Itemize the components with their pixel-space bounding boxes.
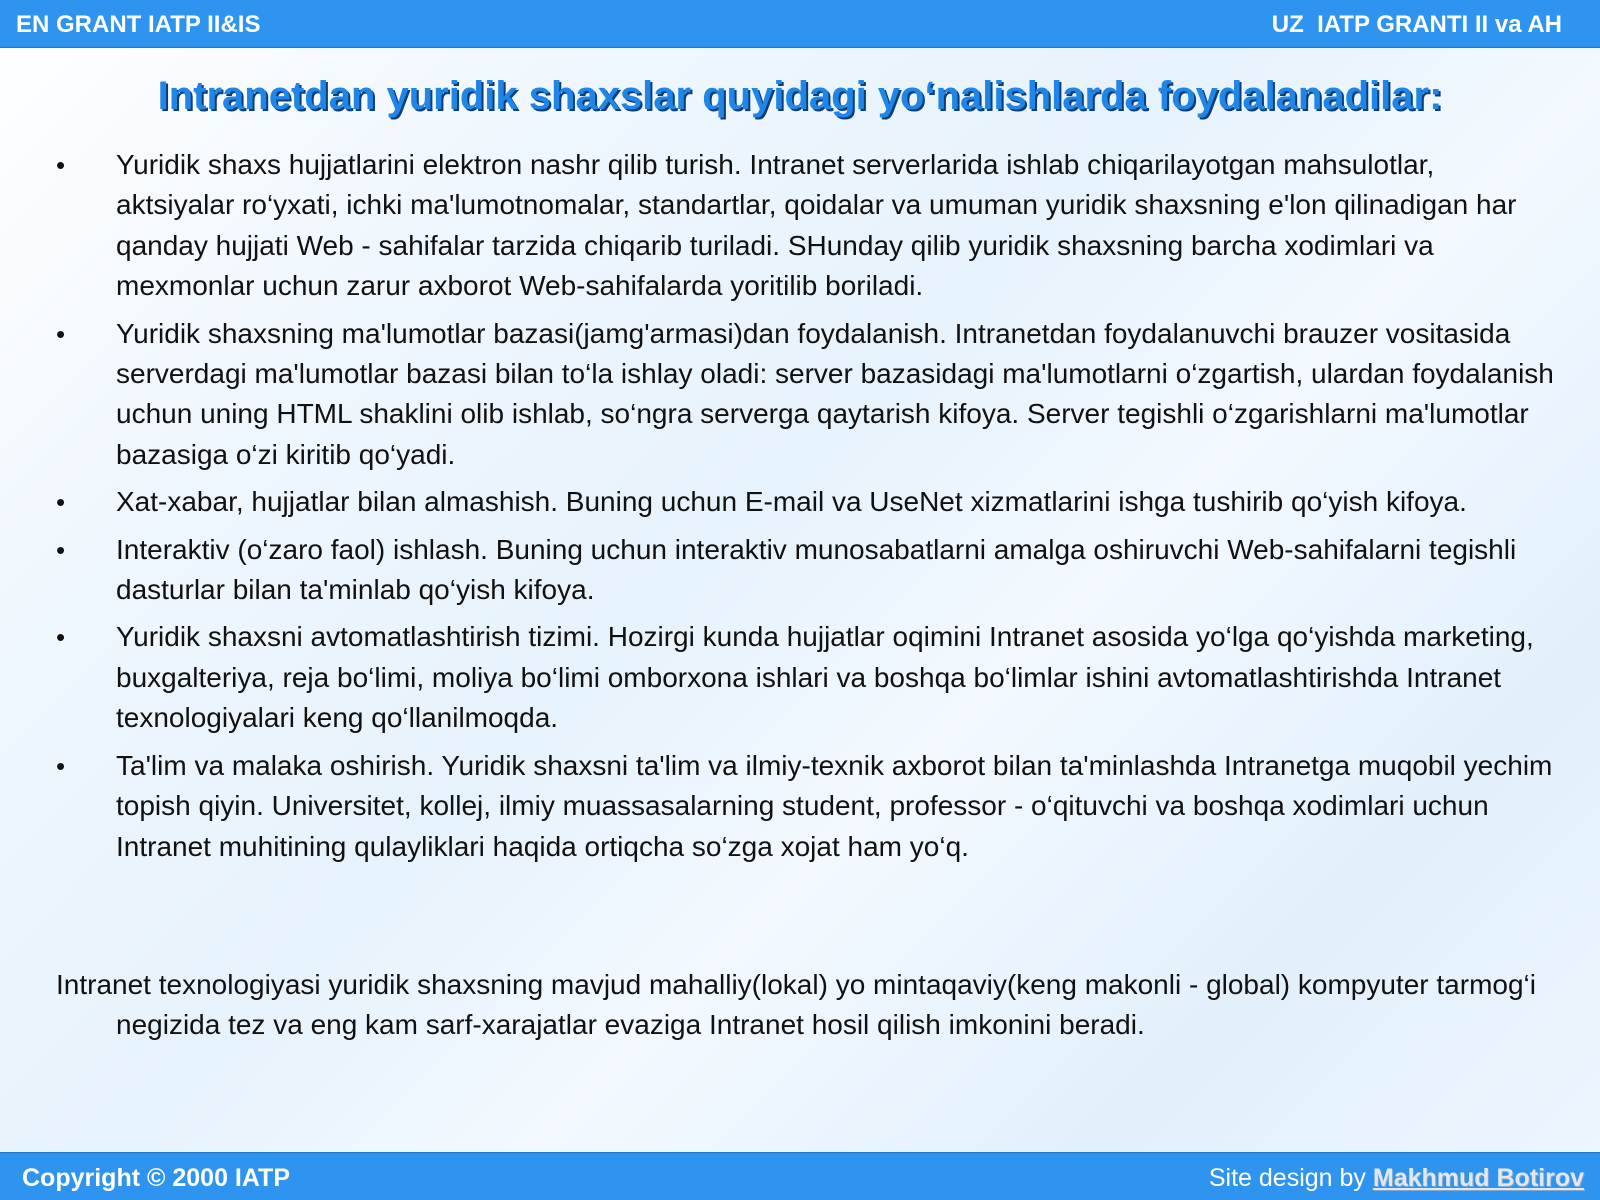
list-item: [56, 314, 1556, 476]
bullet-list: [56, 145, 1556, 867]
list-item: [56, 530, 1556, 611]
header-left-label: EN GRANT IATP II&IS: [16, 11, 261, 38]
bullet-icon: •: [56, 534, 66, 565]
page-title: Intranetdan yuridik shaxslar quyidagi yo‘nalishlarda foydalanadilar:: [157, 74, 1443, 118]
list-item-text: Yuridik shaxsni avtomatlashtirish tizimi. Hozirgi kunda hujjatlar oqimini Intranet asosida yo‘lga qo‘yishda marketing, buxgalteriya, reja bo‘limi, moliya bo‘limi omborxona ishlari va boshqa bo‘limlar ishini avtomatlashtirishda Intranet texnologiyalari keng qo‘llanilmoqda.: [116, 621, 1534, 734]
list-item: [56, 746, 1556, 867]
bullet-icon: •: [56, 487, 66, 518]
list-item-text: Yuridik shaxs hujjatlarini elektron nashr qilib turish. Intranet serverlarida ishlab chiqarilayotgan mahsulotlar, aktsiyalar ro‘yxati, ichki ma'lumotnomalar, standartlar, qoidalar va umuman yuridik shaxsning e'lon qilinadigan har qanday hujjati Web - sahifalar tarzida chiqarib turiladi. SHunday qilib yuridik shaxsning barcha xodimlari va mexmonlar uchun zarur axborot Web-sahifalarda yoritilib boriladi.: [116, 149, 1517, 302]
list-item-text: Interaktiv (o‘zaro faol) ishlash. Buning uchun interaktiv munosabatlarni amalga oshiruvchi Web-sahifalarni tegishli dasturlar bilan ta'minlab qo‘yish kifoya.: [116, 533, 1517, 606]
bullet-icon: •: [56, 150, 66, 180]
top-header-bar: [0, 0, 1600, 48]
bullet-icon: •: [56, 318, 66, 349]
list-item-text: Ta'lim va malaka oshirish. Yuridik shaxsni ta'lim va ilmiy-texnik axborot bilan ta'minlashda Intranetga muqobil yechim topish qiyin. Universitet, kollej, ilmiy muassasalarning student, professor - o‘qituvchi va boshqa xodimlari uchun Intranet muhitining qulayliklari haqida ortiqcha so‘zga xojat ham yo‘q.: [116, 749, 1553, 862]
list-item-text: Xat-xabar, hujjatlar bilan almashish. Buning uchun E-mail va UseNet xizmatlarini ishga tushirib qo‘yish kifoya.: [116, 486, 1467, 518]
list-item: [56, 617, 1556, 738]
header-right-label: UZ IATP GRANTI II va AH: [1271, 11, 1562, 38]
list-item: [56, 145, 1556, 307]
site-design-credit: [1209, 1164, 1584, 1192]
site-design-prefix: Site design by: [1208, 1164, 1373, 1192]
closing-paragraph: Intranet texnologiyasi yuridik shaxsning mavjud mahalliy(lokal) yo mintaqaviy(keng makonli - global) kompyuter tarmog‘i negizida tez va eng kam sarf-xarajatlar evaziga Intranet hosil qilish imkonini beradi.: [56, 969, 1536, 1041]
bullet-icon: •: [56, 750, 66, 781]
list-item-text: Yuridik shaxsning ma'lumotlar bazasi(jamg'armasi)dan foydalanish. Intranetdan foydalanuvchi brauzer vositasida serverdagi ma'lumotlar bazasi bilan to‘la ishlay oladi: server bazasidagi ma'lumotlarni o‘zgartish, ulardan foydalanish uchun uning HTML shaklini olib ishlab, so‘ngra serverga qaytarish kifoya. Server tegishli o‘zgarishlarni ma'lumotlar bazasiga o‘zi kiritib qo‘yadi.: [116, 317, 1554, 470]
designer-link[interactable]: Makhmud Botirov: [1372, 1164, 1584, 1192]
list-item: [56, 482, 1556, 522]
footer-bar: [0, 1152, 1600, 1200]
bullet-icon: •: [56, 622, 66, 653]
main-content: [56, 145, 1556, 874]
copyright-text: Copyright © 2000 IATP: [22, 1164, 291, 1192]
